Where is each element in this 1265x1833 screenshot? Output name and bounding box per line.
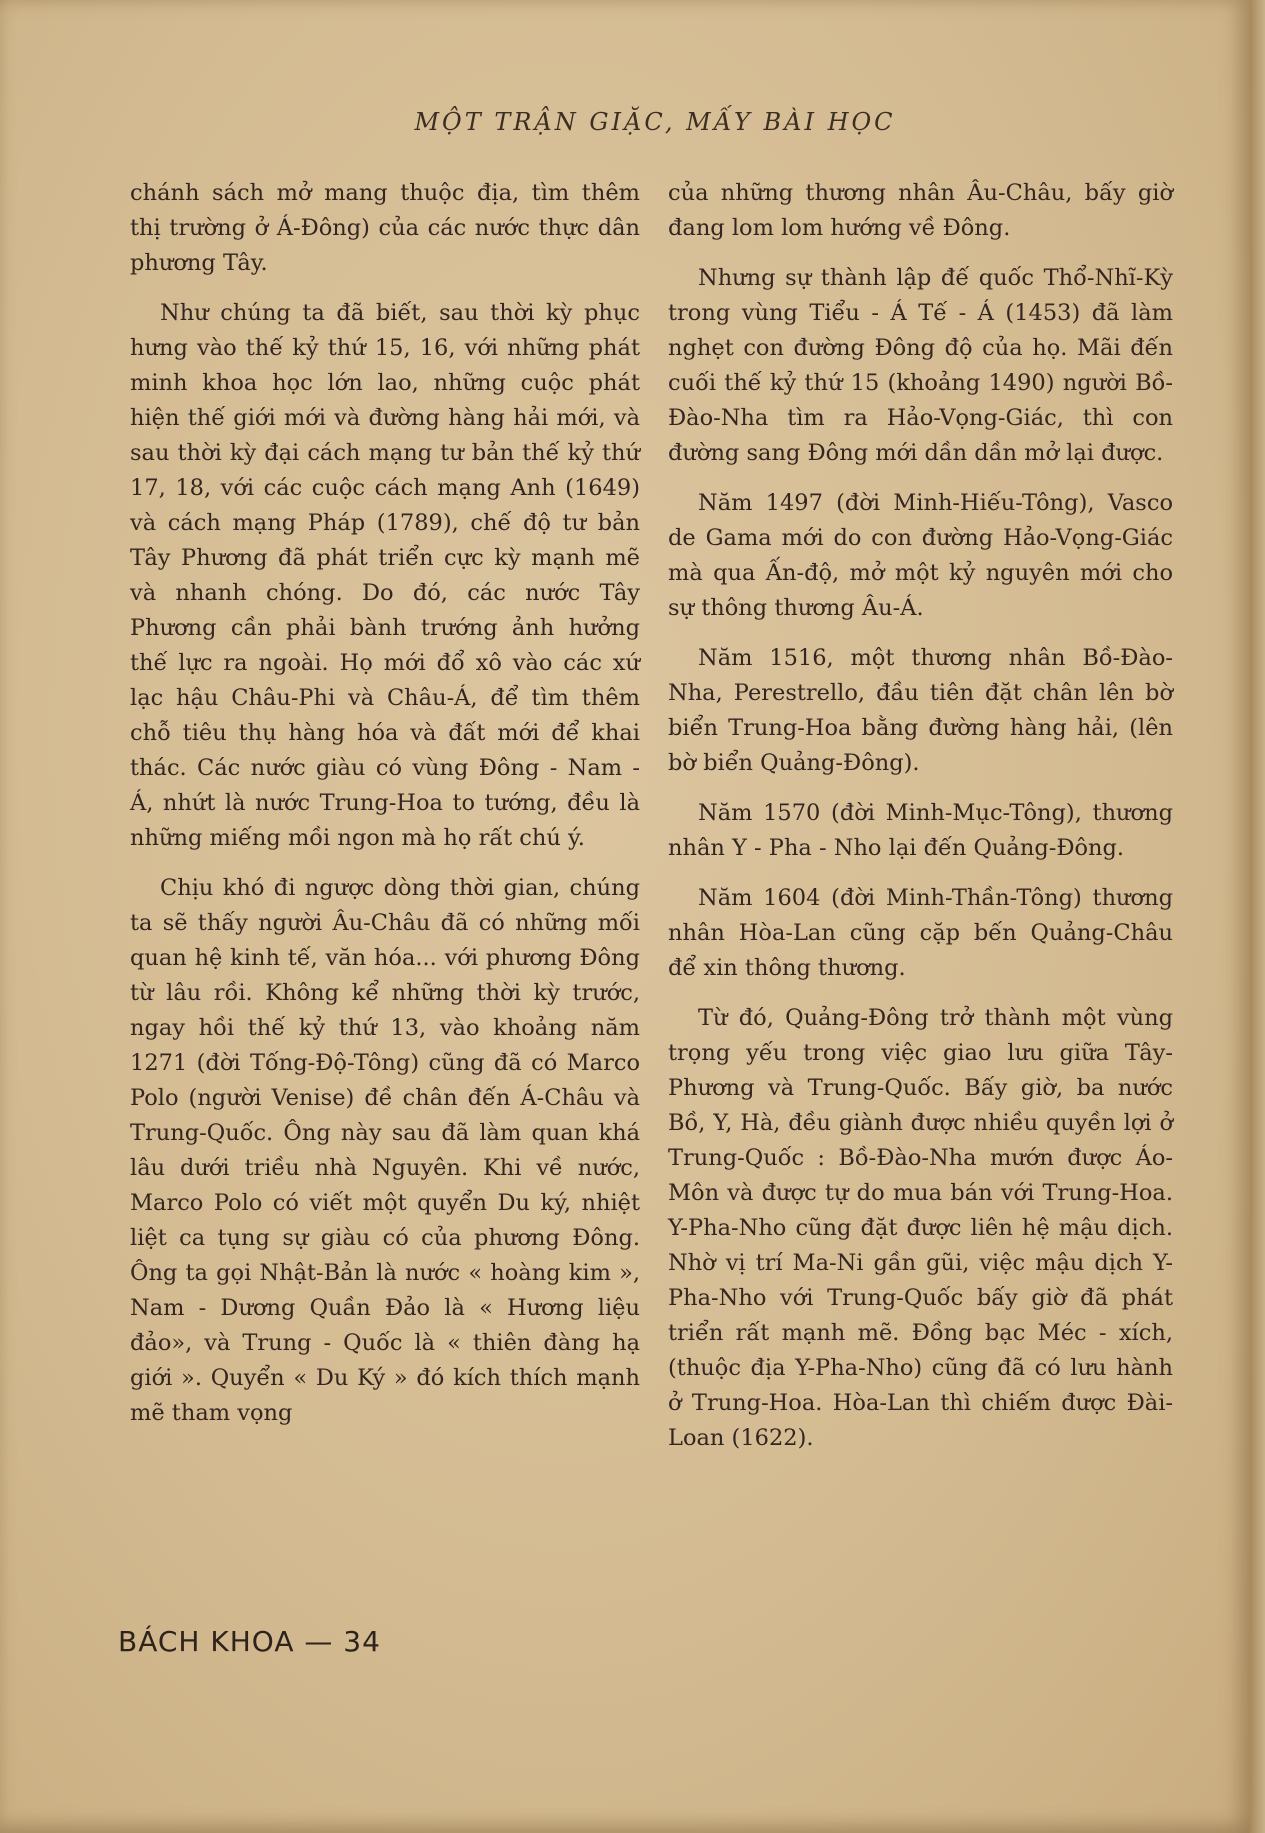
- paragraph: Năm 1570 (đời Minh-Mục-Tông), thương nhân Y - Pha - Nho lại đến Quảng-Đông.: [668, 800, 1173, 861]
- paragraph: Nhưng sự thành lập đế quốc Thổ-Nhĩ-Kỳ trong vùng Tiểu - Á Tế - Á (1453) đã làm nghẹt con đường Đông độ của họ. Mãi đến cuối thế kỷ thứ 15 (khoảng 1490) người Bồ-Đào-Nha tìm ra Hảo-Vọng-Giác, thì con đường sang Đông mới dần dần mở lại được.: [668, 265, 1173, 466]
- left-column: [130, 176, 640, 1446]
- right-column: [668, 176, 1173, 1471]
- paragraph: Năm 1604 (đời Minh-Thần-Tông) thương nhân Hòa-Lan cũng cặp bến Quảng-Châu để xin thông thương.: [668, 885, 1173, 981]
- paragraph: chánh sách mở mang thuộc địa, tìm thêm thị trường ở Á-Đông) của các nước thực dân phương Tây.: [130, 180, 640, 276]
- paragraph: Như chúng ta đã biết, sau thời kỳ phục hưng vào thế kỷ thứ 15, 16, với những phát minh khoa học lớn lao, những cuộc phát hiện thế giới mới và đường hàng hải mới, và sau thời kỳ đại cách mạng tư bản thế kỷ thứ 17, 18, với các cuộc cách mạng Anh (1649) và cách mạng Pháp (1789), chế độ tư bản Tây Phương đã phát triển cực kỳ mạnh mẽ và nhanh chóng. Do đó, các nước Tây Phương cần phải bành trướng ảnh hưởng thế lực ra ngoài. Họ mới đổ xô vào các xứ lạc hậu Châu-Phi và Châu-Á, để tìm thêm chỗ tiêu thụ hàng hóa và đất mới để khai thác. Các nước giàu có vùng Đông - Nam - Á, nhứt là nước Trung-Hoa to tướng, đều là những miếng mồi ngon mà họ rất chú ý.: [130, 300, 640, 851]
- paragraph: của những thương nhân Âu-Châu, bấy giờ đang lom lom hướng về Đông.: [668, 180, 1173, 241]
- paragraph: Năm 1497 (đời Minh-Hiếu-Tông), Vasco de Gama mới do con đường Hảo-Vọng-Giác mà qua Ấn-độ, mở một kỷ nguyên mới cho sự thông thương Âu-Á.: [668, 490, 1173, 621]
- page-footer: BÁCH KHOA — 34: [118, 1625, 381, 1658]
- paragraph: Chịu khó đi ngược dòng thời gian, chúng ta sẽ thấy người Âu-Châu đã có những mối quan hệ kinh tế, văn hóa... với phương Đông từ lâu rồi. Không kể những thời kỳ trước, ngay hồi thế kỷ thứ 13, vào khoảng năm 1271 (đời Tống-Độ-Tông) cũng đã có Marco Polo (người Venise) đề chân đến Á-Châu và Trung-Quốc. Ông này sau đã làm quan khá lâu dưới triều nhà Nguyên. Khi về nước, Marco Polo có viết một quyển Du ký, nhiệt liệt ca tụng sự giàu có của phương Đông. Ông ta gọi Nhật-Bản là nước « hoàng kim », Nam - Dương Quần Đảo là « Hương liệu đảo», và Trung - Quốc là « thiên đàng hạ giới ». Quyển « Du Ký » đó kích thích mạnh mẽ tham vọng: [130, 875, 640, 1426]
- paragraph: Năm 1516, một thương nhân Bồ-Đào-Nha, Perestrello, đầu tiên đặt chân lên bờ biển Trung-Hoa bằng đường hàng hải, (lên bờ biển Quảng-Đông).: [668, 645, 1173, 776]
- paragraph: Từ đó, Quảng-Đông trở thành một vùng trọng yếu trong việc giao lưu giữa Tây-Phương và Trung-Quốc. Bấy giờ, ba nước Bồ, Y, Hà, đều giành được nhiều quyền lợi ở Trung-Quốc : Bồ-Đào-Nha mướn được Áo-Môn và được tự do mua bán với Trung-Hoa. Y-Pha-Nho cũng đặt được liên hệ mậu dịch. Nhờ vị trí Ma-Ni gần gũi, việc mậu dịch Y-Pha-Nho với Trung-Quốc bấy giờ đã phát triển rất mạnh mẽ. Đồng bạc Méc - xích, (thuộc địa Y-Pha-Nho) cũng đã có lưu hành ở Trung-Hoa. Hòa-Lan thì chiếm được Đài-Loan (1622).: [668, 1005, 1173, 1451]
- running-title: MỘT TRẬN GIẶC, MẤY BÀI HỌC: [414, 108, 896, 136]
- page-edge: [1250, 0, 1265, 1833]
